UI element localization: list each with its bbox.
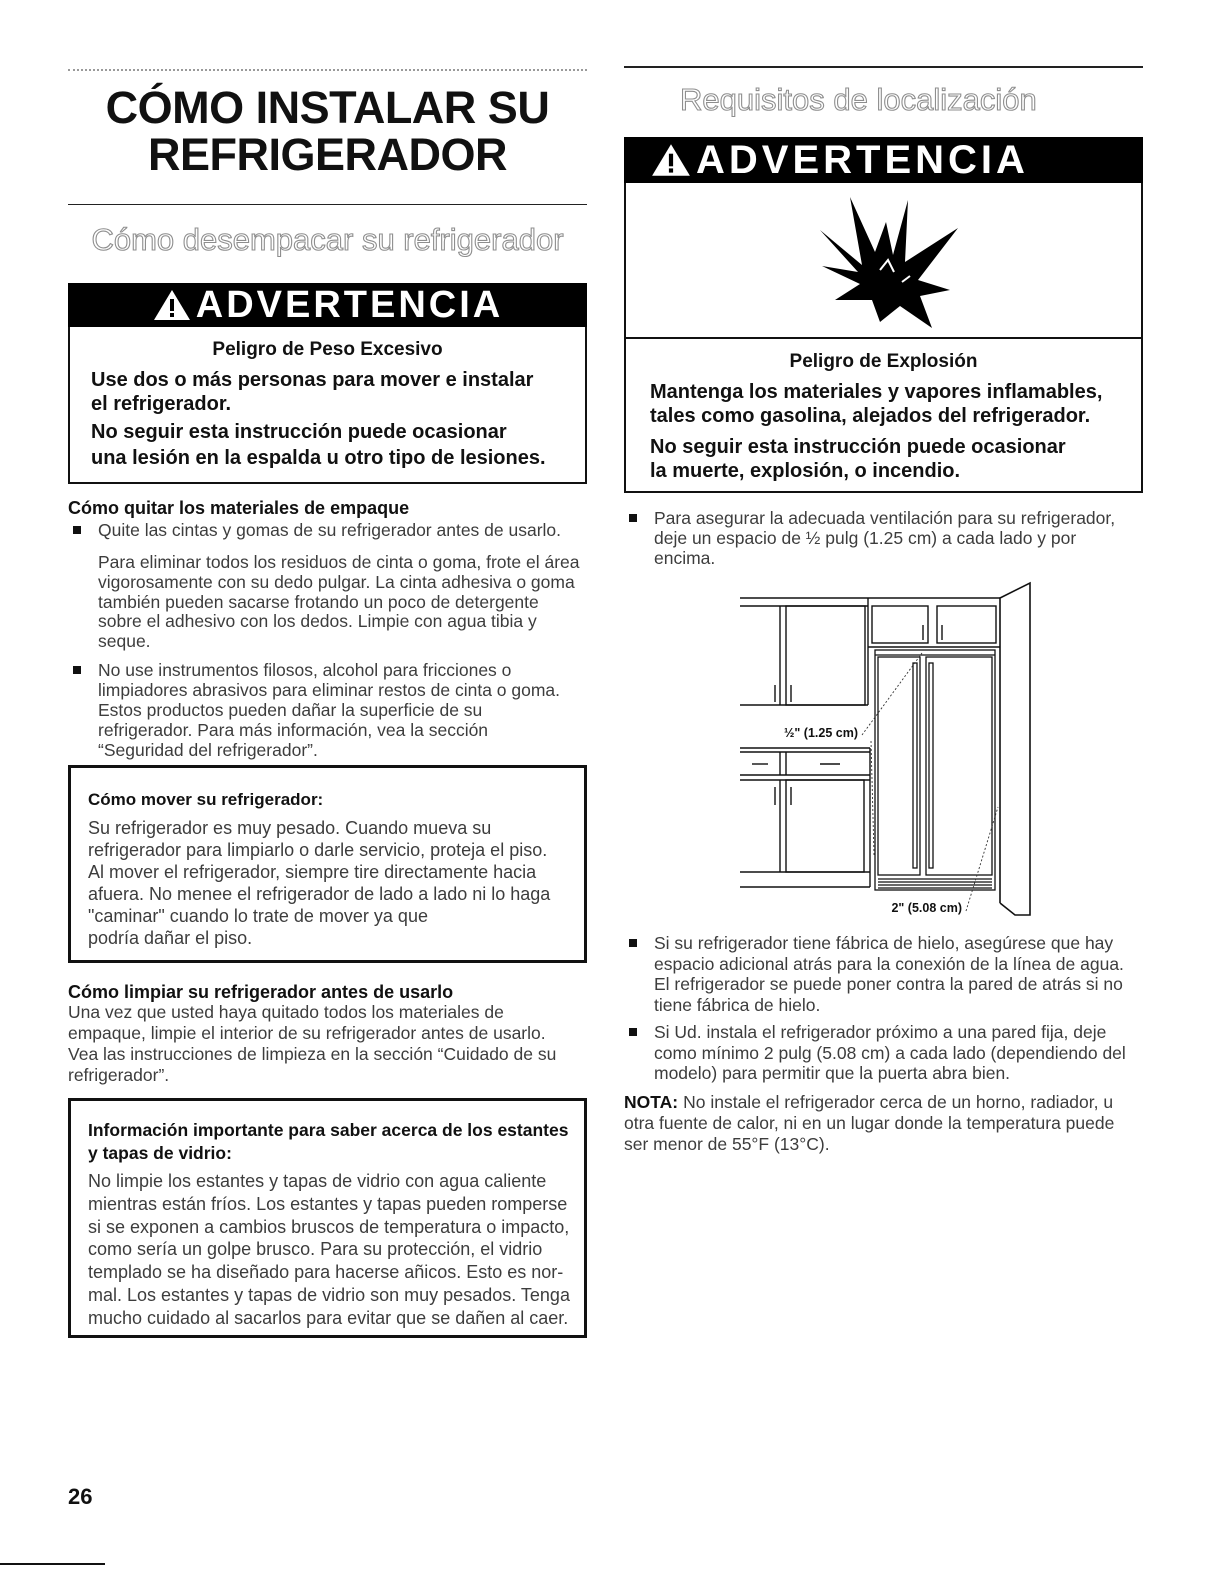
clearance-label-side: ½" (1.25 cm) (783, 726, 858, 740)
warning-triangle-icon (650, 142, 692, 178)
bullet-marker (73, 526, 81, 534)
refrigerator (875, 650, 995, 890)
page-title: CÓMO INSTALAR SU REFRIGERADOR (105, 82, 550, 180)
warning-instruction-weight: Use dos o más personas para mover e instalar el refrigerador. (91, 369, 534, 415)
clearance-label-wall: 2" (5.08 cm) (891, 901, 962, 915)
side-wall-panel (1000, 583, 1030, 915)
bullet-marker (629, 939, 637, 947)
top-rule-left (68, 69, 587, 71)
moving-heading: Cómo mover su refrigerador: (88, 790, 324, 809)
top-rule-right (624, 66, 1143, 68)
glass-text: No limpie los estantes y tapas de vidrio con agua caliente mientras están fríos. Los estantes y tapas pueden romperse si se exponen a cambios bruscos de temperatura o impacto, como sería un golpe brusco. Para su protección, el vidrio templado se ha diseñado para hacerse añicos. Esto es nor- mal. Los estantes y tapas de vidrio son muy pesados. Tenga mucho cuidado al sacarlos para evitar que se dañen al caer. (88, 1171, 570, 1328)
lower-cabinet (740, 748, 870, 887)
list-item: Quite las cintas y gomas de su refrigerador antes de usarlo. (98, 520, 562, 540)
heading-cleaning: Cómo limpiar su refrigerador antes de usarlo (68, 982, 454, 1002)
warning-consequence-explosion: No seguir esta instrucción puede ocasionar la muerte, explosión, o incendio. (650, 436, 1066, 482)
warning-label: ADVERTENCIA (696, 138, 1029, 182)
list-item-detail: Para eliminar todos los residuos de cinta o goma, frote el área vigorosamente con su dedo pulgar. La cinta adhesiva o goma también pueden sacarse frotando un poco de detergente sobre el adhesivo con los dedos. Limpie con agua tibia y seque. (98, 552, 580, 652)
bottom-rule (0, 1563, 105, 1565)
section-heading-location: Requisitos de localización (680, 82, 1037, 117)
bullet-marker (73, 666, 81, 674)
list-item: Si Ud. instala el refrigerador próximo a una pared fija, deje como mínimo 2 pulg (5.08 cm) a cada lado (dependiendo del modelo) para permitir que la puerta abra bien. (654, 1022, 1126, 1083)
list-item: Si su refrigerador tiene fábrica de hielo, asegúrese que hay espacio adicional atrás para la conexión de la línea de agua. El refrigerador se puede poner contra la pared de atrás si no tiene fábrica de hielo. (654, 933, 1124, 1016)
glass-heading: Información importante para saber acerca de los estantes y tapas de vidrio: (88, 1120, 569, 1163)
list-item: No use instrumentos filosos, alcohol para fricciones o limpiadores abrasivos para eliminar restos de cinta o goma. Estos productos pueden dañar la superficie de su refrigerador. Para más información, vea la sección “Seguridad del refrigerador”. (98, 660, 561, 760)
hazard-title-weight: Peligro de Peso Excesivo (212, 339, 443, 360)
warning-triangle-icon (152, 288, 192, 322)
list-item: Para asegurar la adecuada ventilación para su refrigerador, deje un espacio de ½ pulg (1.25 cm) a cada lado y por encima. (654, 508, 1116, 568)
bullet-marker (629, 1028, 637, 1036)
warning-instruction-explosion: Mantenga los materiales y vapores inflamables, tales como gasolina, alejados del refrigerador. (650, 381, 1103, 427)
warning-banner-explosion (624, 137, 1143, 183)
page-number: 26 (68, 1484, 93, 1509)
note-text: No instale el refrigerador cerca de un horno, radiador, u otra fuente de calor, ni en un lugar donde la temperatura puede ser menor de 55°F (13°C). (624, 1092, 1115, 1154)
explosion-icon (810, 190, 970, 335)
warning-box-divider (624, 337, 1143, 339)
warning-consequence-weight: No seguir esta instrucción puede ocasionar una lesión en la espalda u otro tipo de lesiones. (91, 421, 546, 469)
section-heading-unpack: Cómo desempacar su refrigerador (91, 222, 564, 257)
title-rule (68, 204, 587, 205)
warning-banner-weight (68, 283, 587, 327)
moving-text: Su refrigerador es muy pesado. Cuando mueva su refrigerador para limpiarlo o darle servicio, proteja el piso. Al mover el refrigerador, siempre tire directamente hacia afuera. No menee el refrigerador de lado a lado ni lo haga "caminar" cuando lo trate de mover ya que podría dañar el piso. (88, 818, 551, 948)
note-paragraph (624, 1092, 1114, 1155)
heading-remove-packaging: Cómo quitar los materiales de empaque (68, 498, 410, 518)
cleaning-text: Una vez que usted haya quitado todos los materiales de empaque, limpie el interior de su refrigerador antes de usarlo. Vea las instrucciones de limpieza en la sección “Cuidado de su refrigerador”. (68, 1002, 557, 1085)
note-label: NOTA: (624, 1092, 679, 1112)
clearance-diagram (730, 575, 1040, 920)
bullet-marker (629, 514, 637, 522)
hazard-title-explosion: Peligro de Explosión (789, 351, 978, 372)
over-refrigerator-cabinet (868, 606, 1000, 647)
upper-cabinet (740, 598, 1000, 705)
warning-label: ADVERTENCIA (195, 284, 504, 326)
clearance-leader-lines (862, 653, 998, 911)
